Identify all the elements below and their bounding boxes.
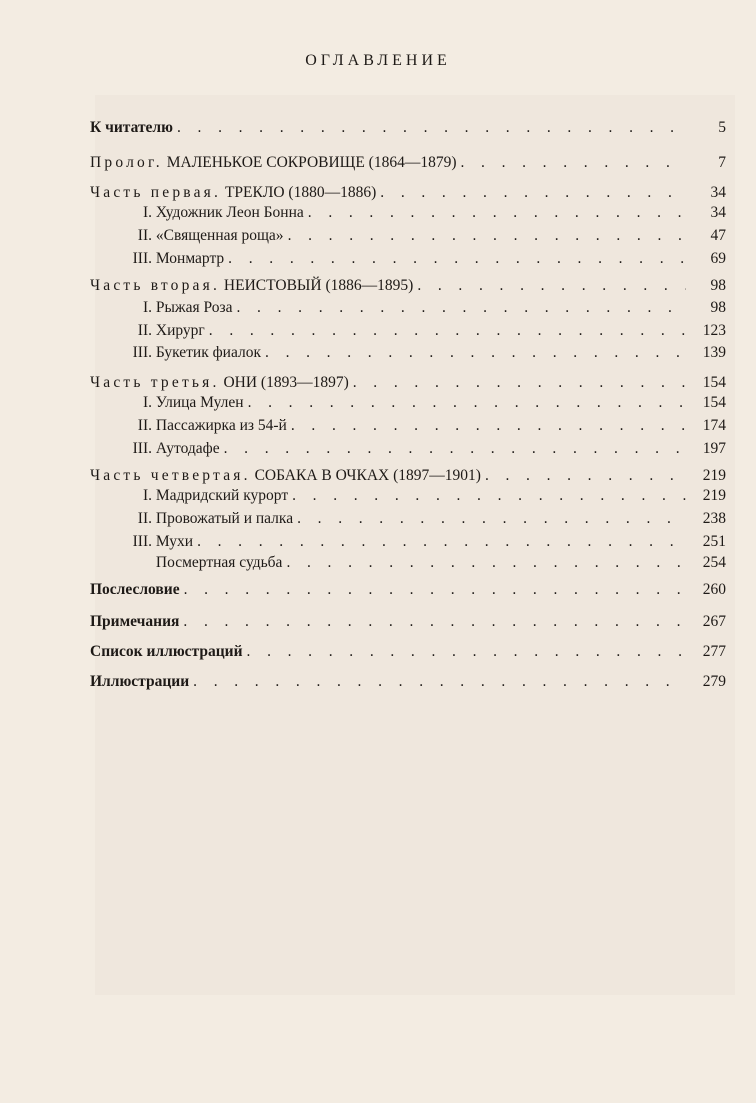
dot-leader [308,203,686,223]
part-prefix: Часть вторая. [90,277,221,294]
chapter-number: I. [142,394,152,411]
dot-leader [197,532,686,552]
entry-title: Рыжая Роза [155,299,233,316]
entry-title: Примечания [90,613,180,630]
chapter-number: III. [132,533,152,550]
page-number: 154 [702,374,726,391]
dot-leader [209,321,686,341]
toc-entry[interactable] [90,532,726,552]
dot-leader [265,343,686,363]
chapter-number: III. [132,344,152,361]
toc-entry[interactable] [90,612,726,632]
chapter-number: II. [137,510,152,527]
chapter-number: II. [137,417,152,434]
page-number: 219 [702,487,726,504]
entry-title: Хирург [155,322,205,339]
dot-leader [297,509,686,529]
dot-leader [291,416,686,436]
entry-title: «Священная роща» [155,227,284,244]
toc-entry[interactable] [90,183,726,203]
chapter-number: I. [142,487,152,504]
entry-title: МАЛЕНЬКОЕ СОКРОВИЩЕ (1864—1879) [166,154,457,171]
chapter-number: II. [137,227,152,244]
page-number: 277 [702,643,726,660]
page-number: 34 [710,184,726,201]
page-number: 5 [718,119,726,136]
chapter-number: III. [132,440,152,457]
toc-entry[interactable] [90,553,726,573]
dot-leader [247,642,686,662]
toc-entry[interactable] [90,118,726,138]
page-number: 98 [710,277,726,294]
toc-entry[interactable] [90,416,726,436]
page-number: 139 [702,344,726,361]
entry-title: Послесловие [90,581,180,598]
dot-leader [228,249,686,269]
page-number: 238 [702,510,726,527]
toc-entry[interactable] [90,393,726,413]
page-number: 219 [702,467,726,484]
toc-entry[interactable] [90,509,726,529]
chapter-number: III. [132,250,152,267]
entry-title: Иллюстрации [90,673,190,690]
toc-entry[interactable] [90,486,726,506]
dot-leader [380,183,686,203]
toc-entry[interactable] [90,466,726,486]
part-prefix: Пролог. [90,154,163,171]
entry-title: К читателю [90,119,173,136]
entry-title: Букетик фиалок [155,344,262,361]
toc-entry[interactable] [90,343,726,363]
page-number: 123 [702,322,726,339]
page-number: 254 [702,554,726,571]
entry-title: Мухи [155,533,194,550]
entry-title: ОНИ (1893—1897) [223,374,349,391]
dot-leader [417,276,686,296]
entry-title: Улица Мулен [155,394,244,411]
toc-entry[interactable] [90,439,726,459]
page-number: 279 [702,673,726,690]
chapter-number: II. [137,322,152,339]
entry-title: Посмертная судьба [155,554,283,571]
dot-leader [485,466,686,486]
chapter-number: I. [142,204,152,221]
page-number: 197 [702,440,726,457]
entry-title: ТРЕКЛО (1880—1886) [224,184,377,201]
toc-entry[interactable] [90,203,726,223]
part-prefix: Часть четвертая. [90,467,251,484]
entry-title: Список иллюстраций [90,643,243,660]
part-prefix: Часть первая. [90,184,222,201]
dot-leader [224,439,686,459]
entry-title: Пассажирка из 54-й [155,417,287,434]
page-number: 98 [710,299,726,316]
part-prefix: Часть третья. [90,374,220,391]
dot-leader [183,612,686,632]
entry-title: Монмартр [155,250,225,267]
dot-leader [353,373,686,393]
page-number: 34 [710,204,726,221]
page-number: 154 [702,394,726,411]
dot-leader [193,672,686,692]
toc-entry[interactable] [90,298,726,318]
toc-entry[interactable] [90,226,726,246]
page-number: 7 [718,154,726,171]
entry-title: Художник Леон Бонна [155,204,304,221]
toc-entry[interactable] [90,249,726,269]
dot-leader [292,486,686,506]
toc-entry[interactable] [90,580,726,600]
toc-entry[interactable] [90,672,726,692]
dot-leader [460,153,686,173]
page-number: 174 [702,417,726,434]
dot-leader [177,118,686,138]
entry-title: Провожатый и палка [155,510,294,527]
dot-leader [286,553,686,573]
page-number: 47 [710,227,726,244]
dot-leader [184,580,686,600]
chapter-number: I. [142,299,152,316]
dot-leader [248,393,686,413]
entry-title: Мадридский курорт [155,487,289,504]
page-number: 69 [710,250,726,267]
page-number: 267 [702,613,726,630]
entry-title: СОБАКА В ОЧКАХ (1897—1901) [254,467,481,484]
page-title: ОГЛАВЛЕНИЕ [305,52,451,69]
page-number: 251 [702,533,726,550]
toc-entry[interactable] [90,642,726,662]
entry-title: НЕИСТОВЫЙ (1886—1895) [223,277,414,294]
toc-entry[interactable] [90,373,726,393]
dot-leader [288,226,686,246]
entry-title: Аутодафе [155,440,220,457]
dot-leader [237,298,687,318]
toc-entry[interactable] [90,276,726,296]
page-number: 260 [702,581,726,598]
toc-entry[interactable] [90,153,726,173]
toc-entry[interactable] [90,321,726,341]
